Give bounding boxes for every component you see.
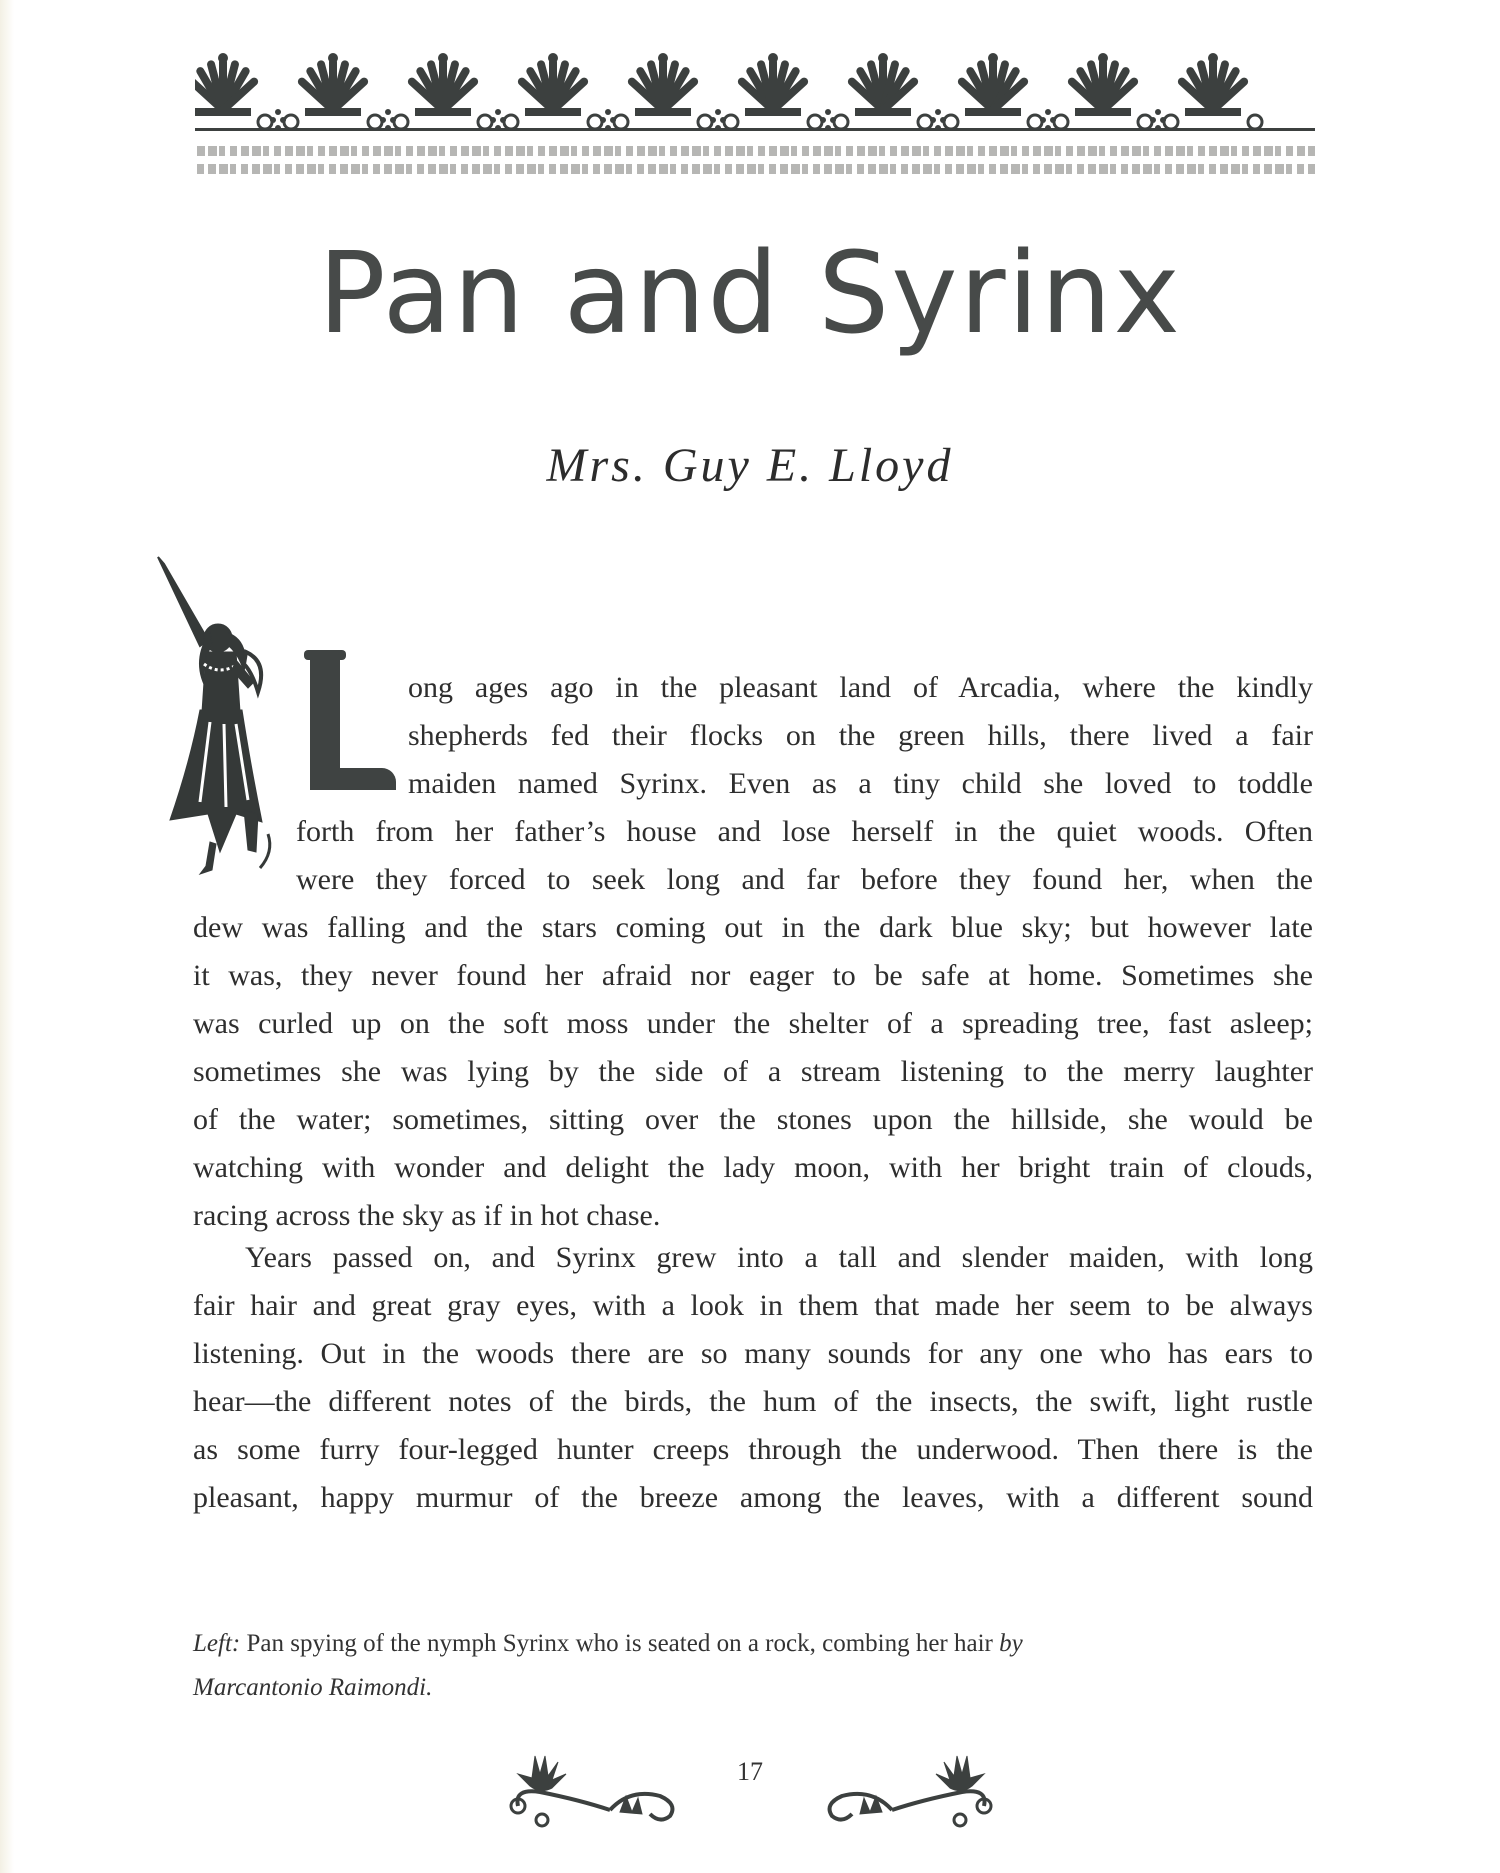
text-line: dew was falling and the stars coming out in the dark blue sky; but however late bbox=[193, 911, 1313, 944]
text-line: Years passed on, and Syrinx grew into a tall and slender maiden, with long bbox=[245, 1241, 1313, 1274]
text-line: it was, they never found her afraid nor eager to be safe at home. Sometimes she bbox=[193, 959, 1313, 992]
chapter-title: Pan and Syrinx bbox=[318, 229, 1182, 359]
text-line: of the water; sometimes, sitting over the stones upon the hillside, she would be bbox=[193, 1103, 1313, 1136]
text-line: fair hair and great gray eyes, with a look in them that made her seem to be always bbox=[193, 1289, 1313, 1322]
text-line: hear—the different notes of the birds, the hum of the insects, the swift, light rustle bbox=[193, 1385, 1313, 1418]
image-caption bbox=[193, 1622, 1293, 1710]
palmette bbox=[1164, 53, 1262, 129]
text-line: listening. Out in the woods there are so many sounds for any one who has ears to bbox=[193, 1337, 1313, 1370]
palmette bbox=[834, 53, 932, 129]
text-line: were they forced to seek long and far before they found her, when the bbox=[296, 863, 1313, 896]
palmette bbox=[944, 53, 1042, 129]
text-line: maiden named Syrinx. Even as a tiny child she loved to toddle bbox=[408, 767, 1313, 800]
footer-ornament-left bbox=[500, 1748, 690, 1835]
caption-text: Pan spying of the nymph Syrinx who is seated on a rock, combing her hair bbox=[240, 1630, 1000, 1657]
page-number: 17 bbox=[737, 1757, 763, 1786]
palmette bbox=[394, 53, 492, 129]
author-name: Mrs. Guy E. Lloyd bbox=[546, 439, 954, 492]
text-line: racing across the sky as if in hot chase. bbox=[193, 1199, 661, 1232]
text-line: shepherds fed their flocks on the green hills, there lived a fair bbox=[408, 719, 1313, 752]
text-line: forth from her father’s house and lose herself in the quiet woods. Often bbox=[296, 815, 1313, 848]
palmette bbox=[195, 53, 272, 129]
palmette-border bbox=[195, 50, 1315, 185]
footer-ornament-right bbox=[812, 1748, 1002, 1835]
caption-label: Left: bbox=[193, 1630, 241, 1657]
text-line: pleasant, happy murmur of the breeze among the leaves, with a different sound bbox=[193, 1481, 1313, 1514]
palmette bbox=[614, 53, 712, 129]
caption-artist: Marcantonio Raimondi. bbox=[193, 1674, 433, 1701]
text-line: was curled up on the soft moss under the shelter of a spreading tree, fast asleep; bbox=[193, 1007, 1313, 1040]
paragraph-2 bbox=[193, 1234, 1313, 1522]
palmette bbox=[1054, 53, 1152, 129]
text-line: sometimes she was lying by the side of a stream listening to the merry laughter bbox=[193, 1055, 1313, 1088]
caption-by: by bbox=[999, 1630, 1023, 1657]
palmette bbox=[724, 53, 822, 129]
palmette bbox=[504, 53, 602, 129]
paragraph-1 bbox=[193, 664, 1313, 1240]
text-line: watching with wonder and delight the lady moon, with her bright train of clouds, bbox=[193, 1151, 1313, 1184]
text-line: ong ages ago in the pleasant land of Arcadia, where the kindly bbox=[408, 671, 1313, 704]
palmette bbox=[284, 53, 382, 129]
text-line: as some furry four-legged hunter creeps through the underwood. Then there is the bbox=[193, 1433, 1313, 1466]
